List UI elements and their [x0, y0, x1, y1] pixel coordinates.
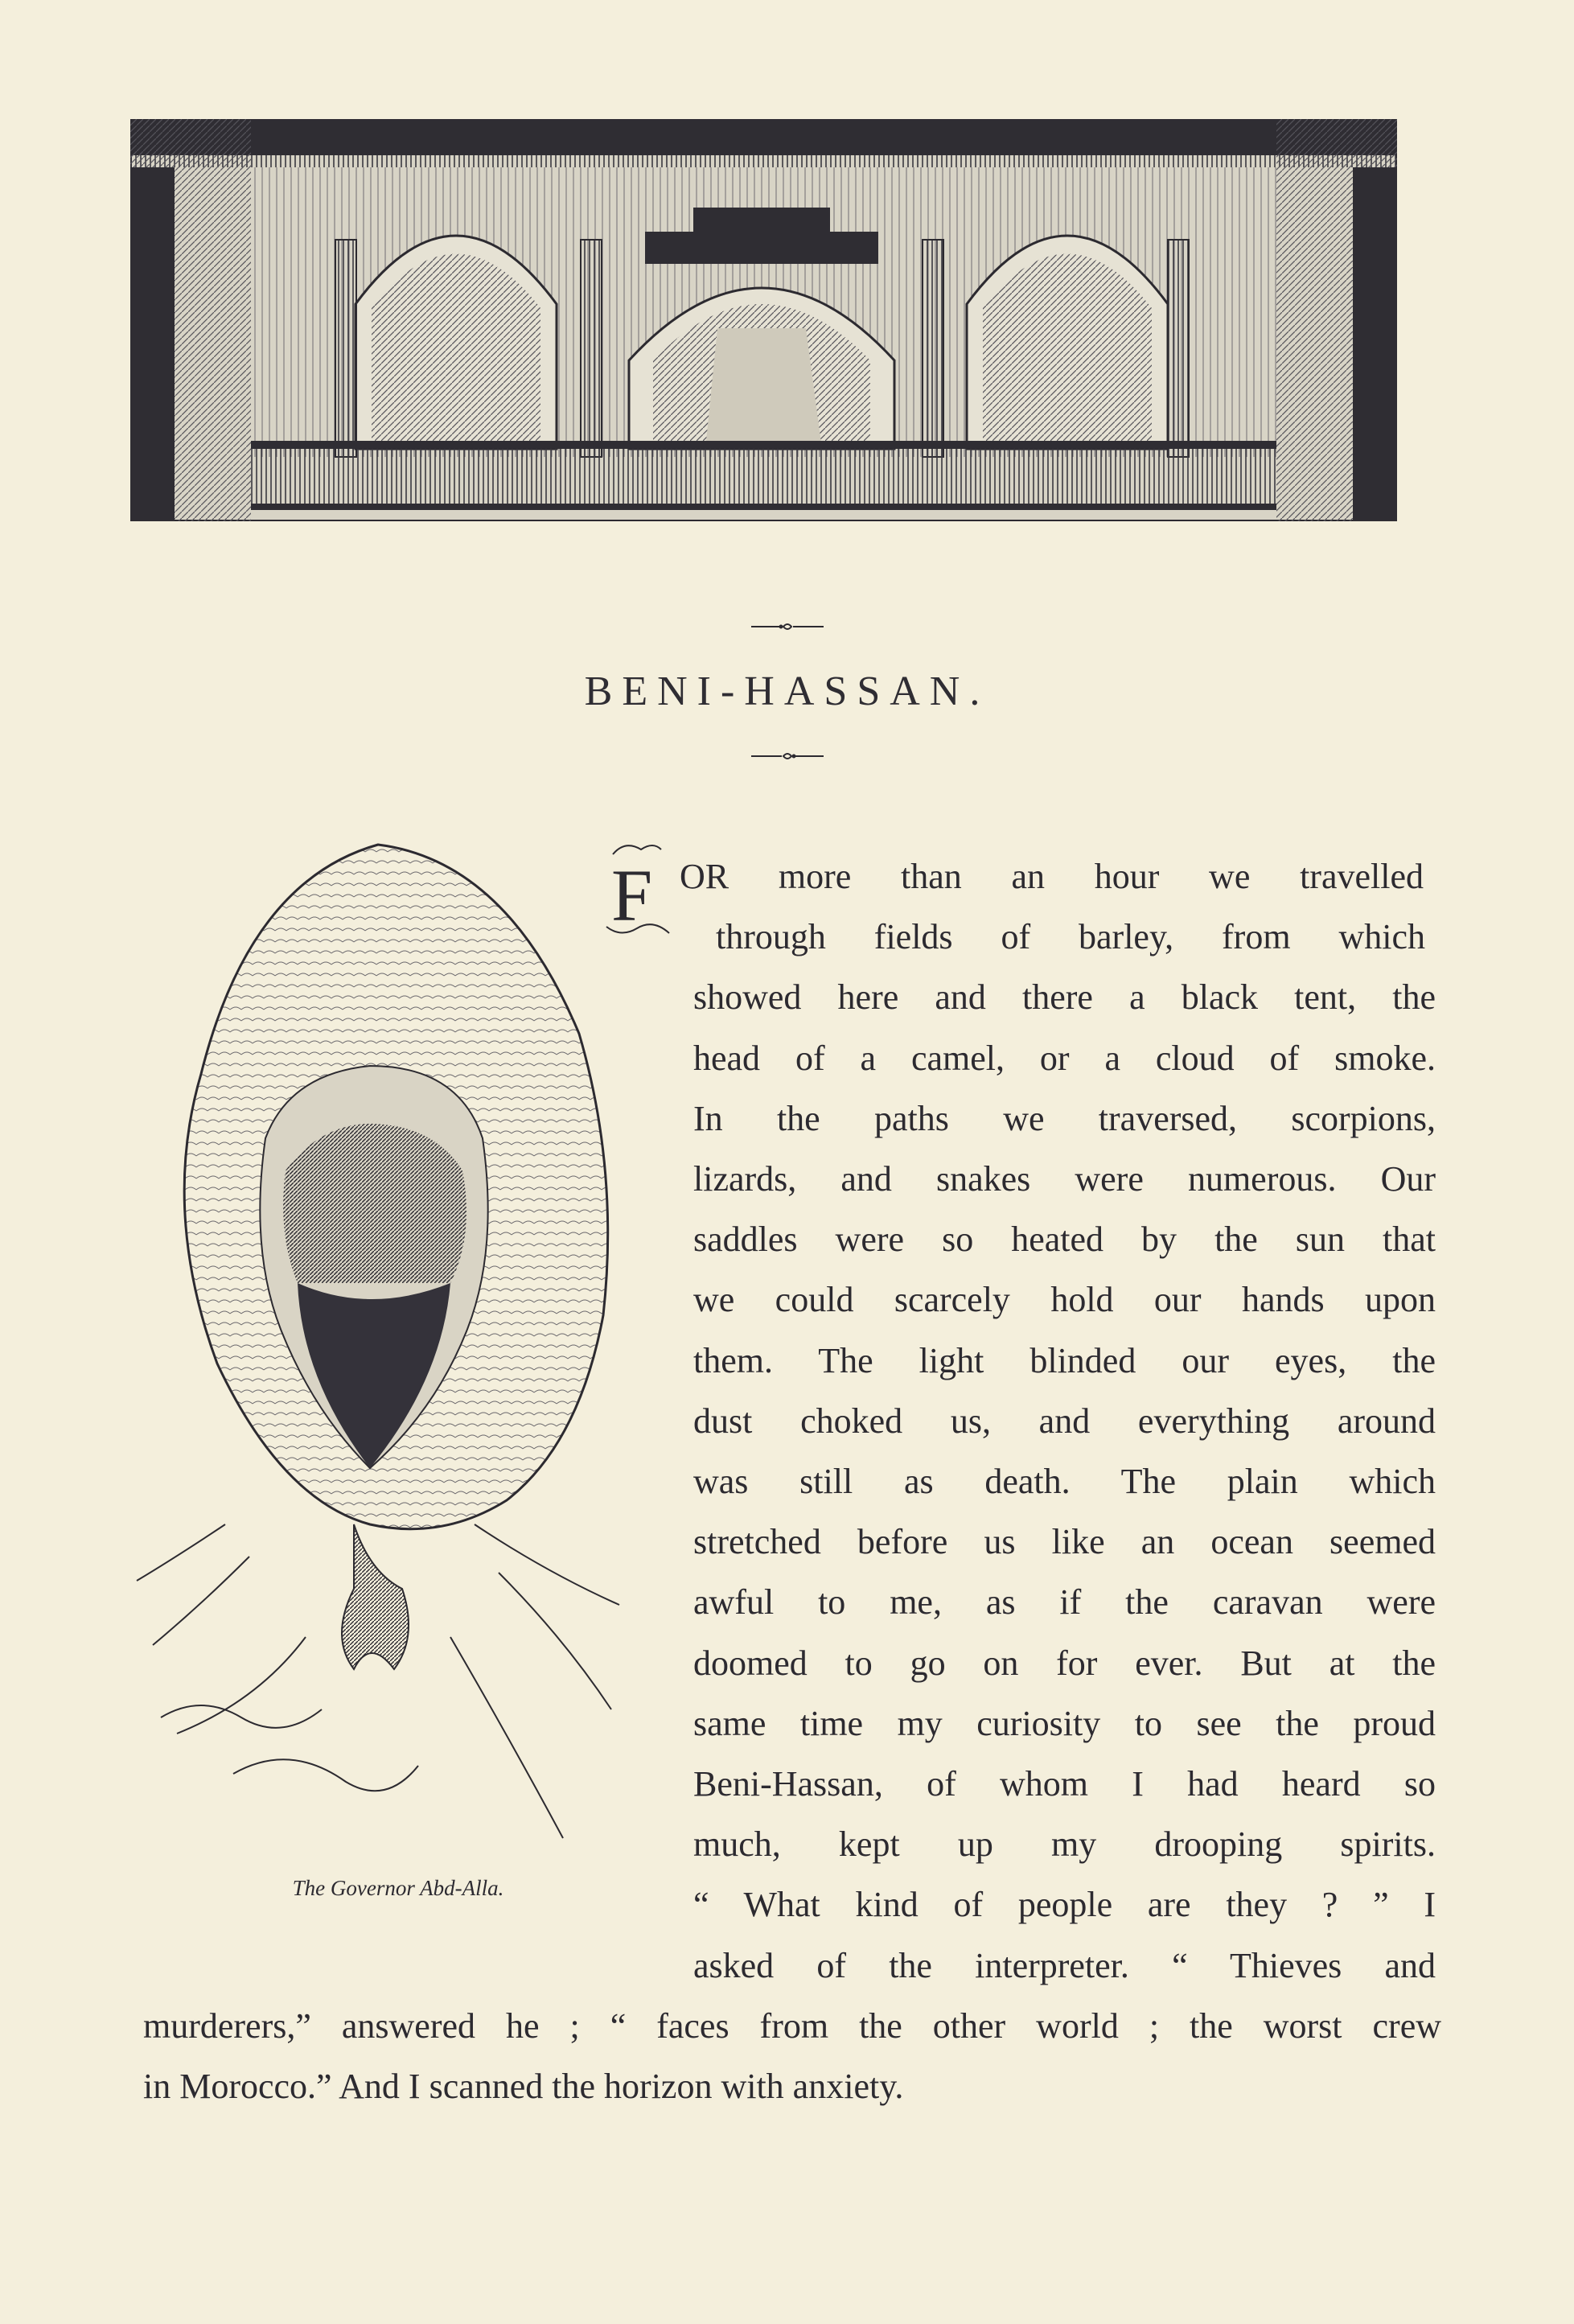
text-line: lizards, and snakes were numerous. Our	[693, 1159, 1436, 1199]
header-engraving-image	[130, 119, 1397, 521]
text-line: murderers,” answered he ; “ faces from the other world ; the worst crew	[143, 2005, 1441, 2046]
text-line: head of a camel, or a cloud of smoke.	[693, 1038, 1436, 1078]
text-line: OR more than an hour we travelled	[680, 857, 1424, 896]
drop-cap-letter: F	[611, 854, 653, 936]
text-line: same time my curiosity to see the proud	[693, 1703, 1436, 1743]
text-line: dust choked us, and everything around	[693, 1401, 1436, 1441]
portrait-engraving-image	[129, 833, 668, 1878]
text-line: through fields of barley, from which	[716, 917, 1425, 957]
text-line: Beni-Hassan, of whom I had heard so	[693, 1764, 1436, 1804]
text-line: much, kept up my drooping spirits.	[693, 1824, 1436, 1865]
text-line: In the paths we traversed, scorpions,	[693, 1098, 1436, 1138]
text-line: in Morocco.” And I scanned the horizon with anxiety.	[143, 2067, 904, 2106]
text-line: doomed to go on for ever. But at the	[693, 1643, 1436, 1683]
text-line: awful to me, as if the caravan were	[693, 1582, 1436, 1623]
text-line: we could scarcely hold our hands upon	[693, 1280, 1436, 1320]
text-line: showed here and there a black tent, the	[693, 977, 1436, 1018]
drop-cap-initial	[597, 838, 677, 943]
chapter-title: BENI-HASSAN.	[584, 668, 990, 714]
text-line: stretched before us like an ocean seemed	[693, 1522, 1436, 1562]
ornament-rule-top	[0, 621, 1574, 636]
ornament-rule-bottom	[0, 751, 1574, 766]
text-line: “ What kind of people are they ? ” I	[693, 1885, 1436, 1925]
text-line: them. The light blinded our eyes, the	[693, 1340, 1436, 1380]
portrait-caption: The Governor Abd-Alla.	[292, 1876, 504, 1900]
text-line: saddles were so heated by the sun that	[693, 1220, 1436, 1260]
text-line: was still as death. The plain which	[693, 1462, 1436, 1501]
text-line: asked of the interpreter. “ Thieves and	[693, 1945, 1436, 1985]
